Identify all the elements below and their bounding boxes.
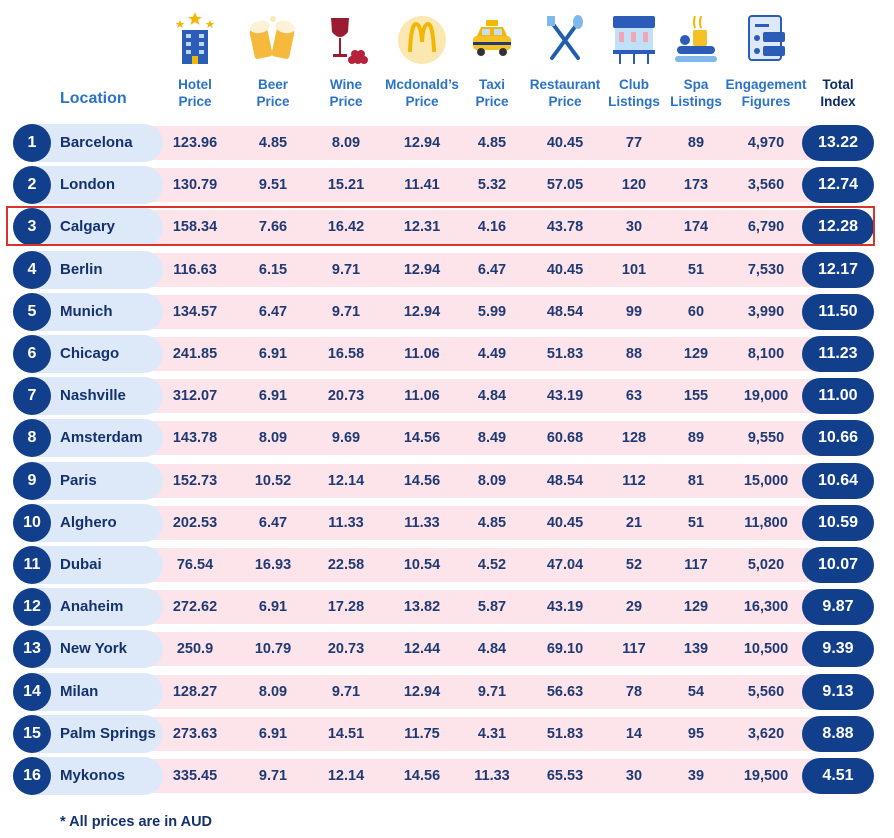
rank-badge: 10: [13, 504, 51, 542]
rank-badge: 1: [13, 124, 51, 162]
cell-wine: 8.09: [331, 135, 361, 151]
column-header-line: Beer: [257, 77, 289, 92]
cell-spa: 54: [687, 683, 705, 700]
total-index-badge: 12.17: [802, 252, 874, 288]
cell-club: 99: [625, 303, 643, 320]
table-row: [0, 715, 894, 753]
total-index-badge: 11.23: [802, 336, 874, 372]
cell-taxi: 5.32: [477, 177, 507, 194]
table-row: [0, 757, 894, 795]
cell-spa: 117: [684, 557, 708, 573]
cell-taxi: 9.71: [477, 683, 507, 700]
cell-mcd: 14.56: [403, 472, 441, 489]
cell-eng: 3,620: [747, 725, 785, 742]
location-name: Berlin: [60, 260, 103, 278]
cell-mcd: 11.75: [404, 725, 440, 742]
cell-eng: 19,500: [743, 768, 789, 784]
cell-club: 112: [622, 472, 646, 489]
cell-beer: 9.71: [258, 768, 288, 784]
cell-wine: 16.58: [327, 346, 365, 362]
cell-mcd: 12.31: [403, 219, 441, 236]
cell-eng: 3,990: [747, 303, 785, 320]
cell-taxi: 4.84: [477, 388, 507, 405]
rank-badge: 9: [13, 462, 51, 500]
cell-spa: 174: [683, 219, 709, 236]
cell-wine: 17.28: [327, 599, 365, 616]
cell-mcd: 11.41: [404, 177, 440, 194]
cell-hotel: 273.63: [172, 725, 218, 742]
rank-badge: 2: [13, 166, 51, 204]
location-name: Alghero: [60, 513, 117, 531]
cell-rest: 57.05: [546, 177, 584, 194]
location-name: New York: [60, 640, 127, 658]
cell-spa: 51: [687, 261, 705, 278]
cell-club: 117: [622, 641, 646, 658]
cell-hotel: 143.78: [172, 430, 218, 447]
cell-hotel: 202.53: [172, 514, 218, 531]
rank-badge: 13: [13, 630, 51, 668]
cell-beer: 4.85: [258, 135, 288, 151]
cell-hotel: 272.62: [172, 599, 218, 616]
column-header-line: Taxi: [478, 77, 505, 92]
cell-mcd: 12.44: [403, 641, 441, 658]
cell-wine: 9.71: [331, 303, 361, 320]
table-row: [0, 251, 894, 289]
cell-wine: 15.21: [327, 177, 365, 194]
cell-mcd: 11.33: [404, 514, 440, 531]
rank-badge: 12: [13, 588, 51, 626]
table-row: [0, 673, 894, 711]
cell-spa: 129: [683, 599, 709, 616]
rank-badge: 5: [13, 293, 51, 331]
cell-club: 30: [625, 768, 643, 784]
location-name: Barcelona: [60, 134, 133, 151]
cell-club: 21: [625, 514, 643, 531]
rank-badge: 15: [13, 715, 51, 753]
cell-eng: 6,790: [747, 219, 785, 236]
rank-badge: 14: [13, 673, 51, 711]
cell-spa: 129: [683, 346, 709, 362]
cell-eng: 7,530: [747, 261, 785, 278]
table-row: [0, 504, 894, 542]
table-row: [0, 293, 894, 331]
cell-wine: 22.58: [327, 557, 365, 573]
cell-hotel: 152.73: [172, 472, 218, 489]
total-index-badge: 9.13: [802, 674, 874, 710]
cell-mcd: 10.54: [403, 557, 441, 573]
cell-beer: 6.47: [258, 514, 288, 531]
rank-badge: 4: [13, 251, 51, 289]
total-index-badge: 9.39: [802, 631, 874, 667]
cell-mcd: 12.94: [403, 135, 441, 151]
cell-spa: 51: [687, 514, 705, 531]
cell-hotel: 76.54: [176, 557, 214, 573]
cell-wine: 9.71: [331, 261, 361, 278]
rank-badge: 7: [13, 377, 51, 415]
column-header-line: Spa: [683, 77, 709, 92]
cell-spa: 155: [683, 388, 709, 405]
cell-beer: 6.47: [258, 303, 288, 320]
cell-mcd: 12.94: [403, 683, 441, 700]
column-header-line: Price: [178, 94, 212, 109]
footnote: * All prices are in AUD: [60, 814, 213, 830]
location-name: Chicago: [60, 345, 120, 362]
cell-club: 63: [625, 388, 643, 405]
table-row: [0, 166, 894, 204]
cell-taxi: 6.47: [477, 261, 507, 278]
rank-badge: 8: [13, 419, 51, 457]
total-index-badge: 10.64: [802, 463, 874, 499]
column-header-line: Restaurant: [529, 77, 601, 92]
cell-mcd: 13.82: [403, 599, 441, 616]
cell-wine: 12.14: [327, 768, 365, 784]
cell-taxi: 4.84: [477, 641, 507, 658]
cell-eng: 5,020: [747, 557, 785, 573]
location-name: Palm Springs: [60, 724, 156, 742]
cell-rest: 43.78: [546, 219, 584, 236]
table-row: [0, 335, 894, 373]
cell-rest: 65.53: [546, 768, 584, 784]
cell-taxi: 11.33: [474, 768, 510, 784]
cell-rest: 43.19: [546, 599, 584, 616]
table-row: [0, 546, 894, 584]
rank-badge: 11: [13, 546, 51, 584]
table-row: [0, 208, 894, 246]
cell-taxi: 4.16: [477, 219, 507, 236]
total-index-badge: 11.50: [802, 294, 874, 330]
location-name: Dubai: [60, 556, 102, 573]
cell-hotel: 128.27: [172, 683, 218, 700]
location-name: Amsterdam: [60, 429, 143, 447]
cell-rest: 47.04: [546, 557, 584, 573]
cell-club: 30: [625, 219, 643, 236]
cell-rest: 40.45: [546, 514, 584, 531]
location-header: Location: [60, 90, 127, 107]
cell-eng: 10,500: [743, 641, 789, 658]
total-index-badge: 13.22: [802, 125, 874, 161]
cell-spa: 89: [687, 430, 705, 447]
rank-badge: 6: [13, 335, 51, 373]
cell-eng: 19,000: [743, 388, 789, 405]
cell-mcd: 11.06: [404, 388, 440, 405]
column-header-line: Price: [548, 94, 582, 109]
cell-mcd: 14.56: [403, 430, 441, 447]
cell-hotel: 130.79: [172, 177, 218, 194]
cell-eng: 3,560: [747, 177, 785, 194]
cell-eng: 5,560: [747, 683, 785, 700]
cell-rest: 60.68: [546, 430, 584, 447]
table-row: [0, 419, 894, 457]
cell-rest: 56.63: [546, 683, 584, 700]
total-index-badge: 12.28: [802, 209, 874, 245]
cell-taxi: 4.85: [477, 514, 507, 531]
table-row: [0, 377, 894, 415]
column-header-line: Wine: [329, 77, 363, 92]
total-index-badge: 10.59: [802, 505, 874, 541]
cell-wine: 9.71: [331, 683, 361, 700]
cell-wine: 20.73: [327, 641, 365, 658]
cell-beer: 6.15: [258, 261, 288, 278]
column-header-line: Listings: [670, 94, 722, 109]
cell-taxi: 4.31: [477, 725, 507, 742]
cell-hotel: 158.34: [172, 219, 218, 236]
cell-club: 52: [625, 557, 643, 573]
cell-rest: 48.54: [546, 472, 584, 489]
cell-beer: 16.93: [254, 557, 292, 573]
cell-club: 77: [625, 135, 643, 151]
table-row: [0, 588, 894, 626]
column-header-line: Price: [256, 94, 290, 109]
column-header-line: Hotel: [178, 77, 212, 92]
cell-beer: 6.91: [258, 725, 288, 742]
total-index-badge: 11.00: [802, 378, 874, 414]
cell-rest: 43.19: [546, 388, 584, 405]
total-index-badge: 10.07: [802, 547, 874, 583]
cell-hotel: 312.07: [172, 388, 218, 405]
cell-spa: 95: [687, 725, 705, 742]
total-index-badge: 10.66: [802, 420, 874, 456]
cell-wine: 14.51: [327, 725, 365, 742]
cell-taxi: 5.87: [477, 599, 507, 616]
cell-spa: 89: [687, 135, 705, 151]
cell-hotel: 134.57: [172, 303, 218, 320]
column-header-line: Price: [475, 94, 509, 109]
cell-club: 120: [621, 177, 647, 194]
cell-rest: 69.10: [546, 641, 584, 658]
column-header-line: Listings: [608, 94, 660, 109]
location-name: Calgary: [60, 218, 116, 236]
table-row: [0, 630, 894, 668]
cell-taxi: 4.49: [477, 346, 507, 362]
cell-taxi: 8.09: [477, 472, 507, 489]
cell-spa: 39: [687, 768, 705, 784]
total-header-line-2: Index: [820, 94, 856, 109]
cell-spa: 173: [683, 177, 709, 194]
total-header-line-1: Total: [822, 77, 854, 92]
cell-rest: 51.83: [546, 725, 584, 742]
column-header-line: Figures: [741, 94, 791, 109]
cell-hotel: 241.85: [172, 346, 218, 362]
total-index-badge: 9.87: [802, 589, 874, 625]
cell-club: 101: [621, 261, 647, 278]
column-header-line: Mcdonald’s: [385, 77, 459, 92]
cell-mcd: 12.94: [403, 303, 441, 320]
location-name: Milan: [60, 682, 99, 700]
location-name: Nashville: [60, 387, 126, 405]
cell-eng: 9,550: [747, 430, 785, 447]
column-header-line: Price: [405, 94, 439, 109]
rank-badge: 3: [13, 208, 51, 246]
cell-hotel: 116.63: [173, 261, 217, 278]
cell-club: 128: [621, 430, 647, 447]
total-index-badge: 12.74: [802, 167, 874, 203]
cell-mcd: 12.94: [403, 261, 441, 278]
total-index-badge: 4.51: [802, 758, 874, 794]
location-name: Paris: [60, 471, 97, 489]
cell-spa: 139: [683, 641, 709, 658]
cell-taxi: 8.49: [477, 430, 507, 447]
cell-beer: 10.79: [254, 641, 292, 658]
cell-beer: 9.51: [258, 177, 288, 194]
cell-wine: 20.73: [327, 388, 365, 405]
cell-spa: 81: [687, 472, 705, 489]
cell-rest: 51.83: [546, 346, 584, 362]
cell-club: 14: [625, 725, 643, 742]
cell-wine: 11.33: [328, 514, 364, 531]
location-name: Anaheim: [60, 598, 124, 616]
cell-hotel: 250.9: [176, 641, 214, 658]
cell-club: 88: [625, 346, 643, 362]
cell-rest: 40.45: [546, 135, 584, 151]
cell-beer: 7.66: [258, 219, 288, 236]
cell-eng: 11,800: [744, 514, 788, 531]
cell-beer: 8.09: [258, 683, 288, 700]
cell-club: 78: [625, 683, 643, 700]
cell-rest: 48.54: [546, 303, 584, 320]
cell-taxi: 4.52: [477, 557, 507, 573]
cell-mcd: 14.56: [403, 768, 441, 784]
cell-spa: 60: [687, 303, 705, 320]
cell-beer: 6.91: [258, 599, 288, 616]
location-name: Mykonos: [60, 767, 126, 784]
cell-beer: 6.91: [258, 346, 288, 362]
location-name: Munich: [60, 302, 113, 320]
cell-wine: 12.14: [327, 472, 365, 489]
cell-beer: 10.52: [254, 472, 292, 489]
cell-rest: 40.45: [546, 261, 584, 278]
cell-wine: 9.69: [331, 430, 361, 447]
column-header-line: Club: [619, 77, 649, 92]
column-header-line: Engagement: [725, 77, 807, 92]
cell-beer: 8.09: [258, 430, 288, 447]
cell-eng: 15,000: [743, 472, 789, 489]
cell-eng: 4,970: [747, 135, 785, 151]
cell-taxi: 5.99: [477, 303, 507, 320]
cell-eng: 16,300: [743, 599, 789, 616]
cell-eng: 8,100: [747, 346, 785, 362]
total-index-badge: 8.88: [802, 716, 874, 752]
location-name: London: [60, 176, 115, 194]
cell-wine: 16.42: [327, 219, 365, 236]
table-row: [0, 124, 894, 162]
cell-hotel: 335.45: [172, 768, 218, 784]
cell-club: 29: [625, 599, 643, 616]
cell-mcd: 11.06: [404, 346, 440, 362]
cell-hotel: 123.96: [172, 135, 218, 151]
cell-beer: 6.91: [258, 388, 288, 405]
rank-badge: 16: [13, 757, 51, 795]
table-row: [0, 462, 894, 500]
column-header-line: Price: [329, 94, 363, 109]
cell-taxi: 4.85: [477, 135, 507, 151]
